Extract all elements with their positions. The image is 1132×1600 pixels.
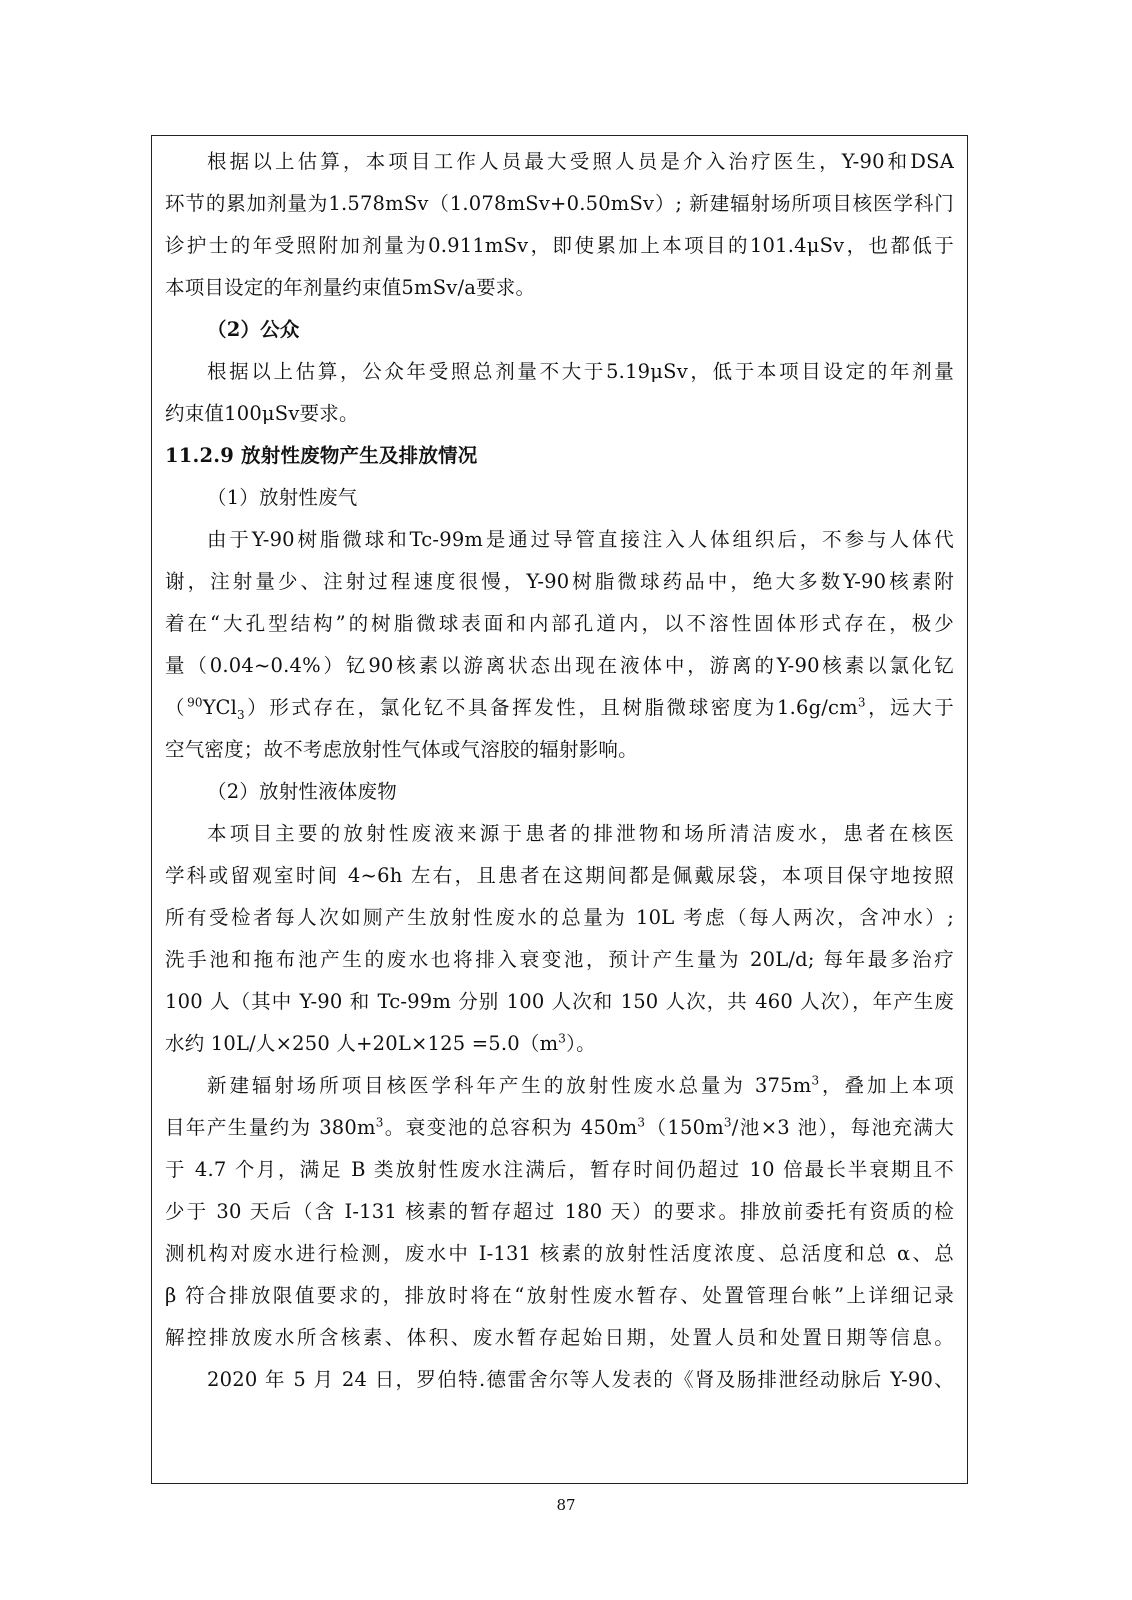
paragraph-line: 量（0.04~0.4%）钇90核素以游离状态出现在液体中，游离的Y-90核素以氯化钇: [165, 654, 954, 677]
paragraph-line: 于 4.7 个月，满足 B 类放射性废水注满后，暂存时间仍超过 10 倍最长半衰期且不: [165, 1158, 954, 1181]
page-number: 87: [556, 1496, 576, 1514]
paragraph-line: 谢，注射量少、注射过程速度很慢，Y-90树脂微球药品中，绝大多数Y-90核素附: [165, 570, 954, 593]
paragraph-line: 诊护士的年受照附加剂量为0.911mSv，即使累加上本项目的101.4μSv，也都低于: [165, 234, 954, 257]
paragraph-line: 本项目设定的年剂量约束值5mSv/a要求。: [165, 276, 536, 299]
paragraph-line: 约束值100μSv要求。: [165, 402, 359, 425]
paragraph-line: 所有受检者每人次如厕产生放射性废水的总量为 10L 考虑（每人两次，含冲水）;: [165, 906, 954, 929]
paragraph-line: 环节的累加剂量为1.578mSv（1.078mSv+0.50mSv）; 新建辐射场所项目核医学科门: [165, 192, 954, 215]
paragraph-line: 解控排放废水所含核素、体积、废水暂存起始日期，处置人员和处置日期等信息。: [165, 1326, 954, 1349]
paragraph-line: 目年产生量约为 $380m^3$。衰变池的总容积为 $450m^3(150m^3/$池×3 池），每池充满大: [165, 1115, 954, 1139]
paragraph-line: 2020 年 5 月 24 日，罗伯特.德雷舍尔等人发表的《肾及肠排泄经动脉后 Y-90、: [207, 1368, 954, 1391]
paragraph-line: 空气密度；故不考虑放射性气体或气溶胶的辐射影响。: [165, 738, 638, 761]
paragraph-line: 水约 10L/人×250 人$+20L\times 125 =5.0(m^3)$。: [165, 1031, 596, 1055]
paragraph-line: 新建辐射场所项目核医学科年产生的放射性废水总量为 $375m^3$，叠加上本项: [207, 1073, 954, 1097]
section-heading: 11.2.9 放射性废物产生及排放情况: [165, 444, 478, 467]
paragraph-line: 根据以上估算，公众年受照总剂量不大于5.19μSv，低于本项目设定的年剂量: [207, 360, 954, 383]
paragraph-line: 根据以上估算，本项目工作人员最大受照人员是介入治疗医生，Y-90和DSA: [207, 150, 954, 173]
paragraph-line: 测机构对废水进行检测，废水中 I-131 核素的放射性活度浓度、总活度和总 α、总: [165, 1242, 954, 1265]
paragraph-line: 着在“大孔型结构”的树脂微球表面和内部孔道内，以不溶性固体形式存在，极少: [165, 612, 954, 635]
paragraph-line: 洗手池和拖布池产生的废水也将排入衰变池，预计产生量为 20L/d; 每年最多治疗: [165, 948, 954, 971]
paragraph-line: 本项目主要的放射性废液来源于患者的排泄物和场所清洁废水，患者在核医: [207, 822, 954, 845]
document-frame: [151, 135, 968, 1484]
paragraph-line: （$^{90}$YCl$_3$）形式存在，氯化钇不具备挥发性，且树脂微球密度为$1.6g/cm^3$，远大于: [165, 695, 954, 722]
paragraph-line: 少于 30 天后（含 I-131 核素的暂存超过 180 天）的要求。排放前委托有资质的检: [165, 1200, 954, 1223]
subheading-liquid: （2）放射性液体废物: [207, 780, 397, 803]
subheading-gas: （1）放射性废气: [207, 486, 358, 509]
paragraph-line: 100 人（其中 Y-90 和 Tc-99m 分别 100 人次和 150 人次，共 460 人次），年产生废: [165, 990, 954, 1013]
subheading-public: （2）公众: [207, 318, 300, 341]
paragraph-line: 学科或留观室时间 4~6h 左右，且患者在这期间都是佩戴尿袋，本项目保守地按照: [165, 864, 954, 887]
paragraph-line: β 符合排放限值要求的，排放时将在“放射性废水暂存、处置管理台帐”上详细记录: [165, 1284, 954, 1307]
paragraph-line: 由于Y-90树脂微球和Tc-99m是通过导管直接注入人体组织后，不参与人体代: [207, 528, 954, 551]
